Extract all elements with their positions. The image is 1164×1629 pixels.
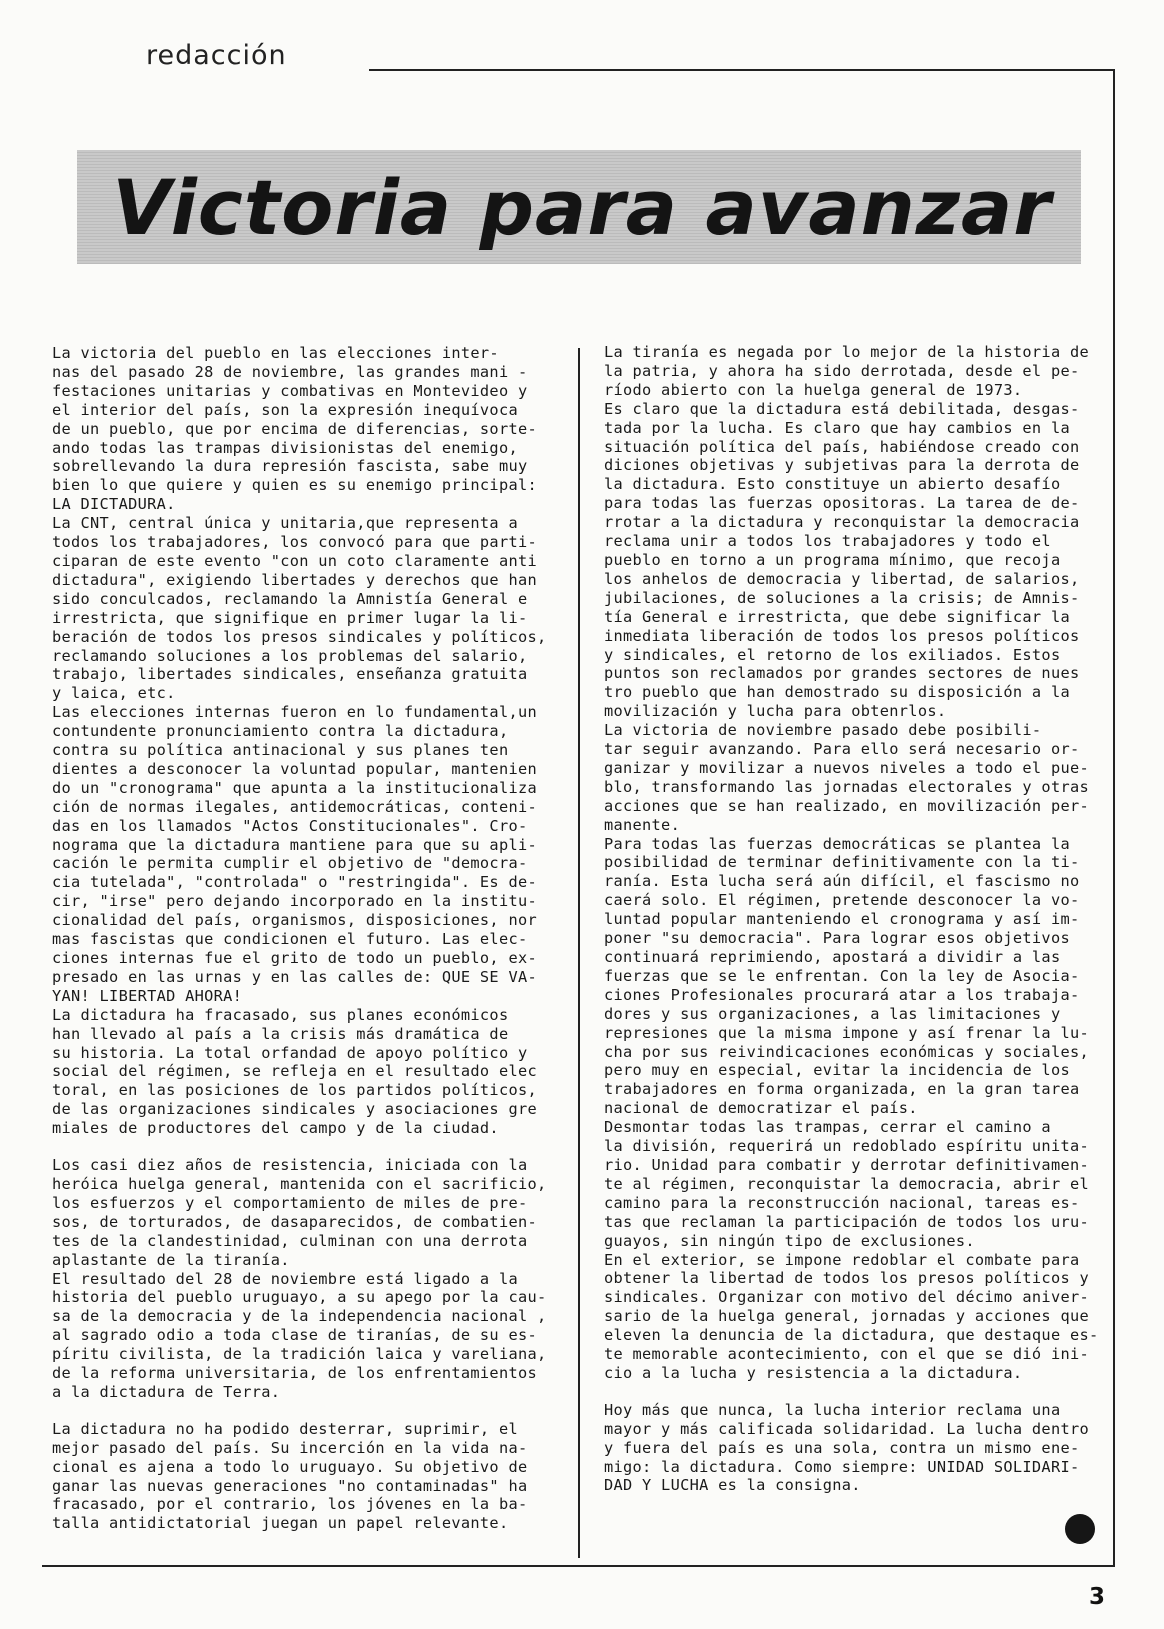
column-divider	[578, 348, 580, 1558]
paragraph: Las elecciones internas fueron en lo fundamental,un contundente pronunciamiento contra la dictadura, contra su política antinacional y sus planes ten dientes a desconocer la voluntad popular, mantenien do un "cronograma" que apunta a la institucionaliza ción de normas ilegales, antidemocráticas, conteni- das en los llamados "Actos Constitucionales". Cro- nograma que la dictadura mantiene para que su apli- cación le permita cumplir el objetivo de "democra- cia tutelada", "controlada" o "restringida". Es de- cir, "irse" pero dejando incorporado en la institu- cionalidad del país, organismos, disposiciones, nor mas fascistas que condicionen el futuro. Las elec- ciones internas fue el grito de todo un pueblo, ex- presado en las urnas y en las calles de: QUE SE VA- YAN! LIBERTAD AHORA!	[52, 703, 537, 1005]
page-number: 3	[1089, 1584, 1106, 1610]
bottom-rule	[42, 1565, 1115, 1567]
title-band	[77, 150, 1081, 264]
paragraph: En el exterior, se impone redoblar el combate para obtener la libertad de todos los presos políticos y sindicales. Organizar con motivo del décimo aniver- sario de la huelga general, jornadas y acciones que eleven la denuncia de la dictadura, que destaque es- te memorable acontecimiento, con el que se dió ini- cio a la lucha y resistencia a la dictadura.	[604, 1250, 1099, 1382]
paragraph: Hoy más que nunca, la lucha interior reclama una mayor y más calificada solidaridad. La lucha dentro y fuera del país es una sola, contra un mismo ene- migo: la dictadura. Como siempre: UNIDAD SOLIDARI- DAD Y LUCHA es la consigna.	[604, 1400, 1089, 1495]
section-label: redacción	[146, 40, 287, 71]
right-column	[604, 343, 1102, 1495]
paragraph: Los casi diez años de resistencia, iniciada con la heróica huelga general, mantenida con el sacrificio, los esfuerzos y el comportamiento de miles de pre- sos, de torturados, de dasaparecidos, de combatien- tes de la clandestinidad, culminan con una derrota aplastante de la tiranía.	[52, 1156, 547, 1269]
right-rule	[1113, 69, 1115, 1565]
paragraph: Para todas las fuerzas democráticas se plantea la posibilidad de terminar definitivamente con la ti- ranía. Esta lucha será aún difícil, el fascismo no caerá solo. El régimen, pretende desconocer la vo- luntad popular manteniendo el cronograma y así im- poner "su democracia". Para lograr esos objetivos continuará reprimiendo, apostará a dividir a las fuerzas que se le enfrentan. Con la ley de Asocia- ciones Profesionales procurará atar a los trabaja- dores y sus organizaciones, a las limitaciones y represiones que la misma impone y así frenar la lu- cha por sus reivindicaciones económicas y sociales, pero muy en especial, evitar la incidencia de los trabajadores en forma organizada, en la gran tarea nacional de democratizar el país.	[604, 834, 1089, 1118]
end-mark-dot	[1065, 1514, 1095, 1544]
paragraph: La victoria del pueblo en las elecciones inter- nas del pasado 28 de noviembre, las grandes mani - festaciones unitarias y combativas en Montevideo y el interior del país, son la expresión inequívoca de un pueblo, que por encima de diferencias, sorte- ando todas las trampas divisionistas del enemigo, sobrellevando la dura represión fascista, sabe muy bien lo que quiere y quien es su enemigo principal: LA DICTADURA.	[52, 344, 537, 514]
paragraph: La dictadura ha fracasado, sus planes económicos han llevado al país a la crisis más dramática de su historia. La total orfandad de apoyo político y social del régimen, se refleja en el resultado elec toral, en las posiciones de los partidos políticos, de las organizaciones sindicales y asociaciones gre miales de productores del campo y de la ciudad.	[52, 1005, 537, 1138]
paragraph: La CNT, central única y unitaria,que representa a todos los trabajadores, los convocó para que parti- ciparan de este evento "con un coto claramente anti dictadura", exigiendo libertades y derechos que han sido conculcados, reclamando la Amnistía General e irrestricta, que signifique en primer lugar la li- beración de todos los presos sindicales y políticos, reclamando soluciones a los problemas del salario, trabajo, libertades sindicales, enseñanza gratuita y laica, etc.	[52, 514, 547, 703]
article-title: Victoria para avanzar	[112, 162, 1052, 252]
paragraph: La tiranía es negada por lo mejor de la historia de la patria, y ahora ha sido derrotada, desde el pe- ríodo abierto con la huelga general de 1973.	[604, 343, 1089, 399]
paragraph: Desmontar todas las trampas, cerrar el camino a la división, requerirá un redoblado espíritu unita- rio. Unidad para combatir y derrotar definitivamen- te al régimen, reconquistar la democracia, abrir el camino para la reconstrucción nacional, tareas es- tas que reclaman la participación de todos los uru- guayos, sin ningún tipo de exclusiones.	[604, 1118, 1089, 1250]
top-rule	[369, 69, 1115, 71]
paragraph: Es claro que la dictadura está debilitada, desgas- tada por la lucha. Es claro que hay cambios en la situación política del país, habiéndose creado con diciones objetivas y subjetivas para la derrota de la dictadura. Esto constituye un abierto desafío para todas las fuerzas opositoras. La tarea de de- rrotar a la dictadura y reconquistar la democracia reclama unir a todos los trabajadores y todo el pueblo en torno a un programa mínimo, que recoja los anhelos de democracia y libertad, de salarios, jubilaciones, de soluciones a la crisis; de Amnis- tía General e irrestricta, que debe significar la inmediata liberación de todos los presos políticos y sindicales, el retorno de los exiliados. Estos puntos son reclamados por grandes sectores de nues tro pueblo que han demostrado su disposición a la movilización y lucha para obtenrlos.	[604, 399, 1080, 721]
paragraph: La victoria de noviembre pasado debe posibili- tar seguir avanzando. Para ello será necesario or- ganizar y movilizar a nuevos niveles a todo el pue- blo, transformando las jornadas electorales y otras acciones que se han realizado, en movilización per- manente.	[604, 721, 1089, 834]
paragraph: La dictadura no ha podido desterrar, suprimir, el mejor pasado del país. Su incerción en la vida na- cional es ajena a todo lo uruguayo. Su objetivo de ganar las nuevas generaciones "no contaminadas" ha fracasado, por el contrario, los jóvenes en la ba- talla antidictatorial juegan un papel relevante.	[52, 1419, 528, 1533]
paragraph: El resultado del 28 de noviembre está ligado a la historia del pueblo uruguayo, a su apego por la cau- sa de la democracia y de la independencia nacional , al sagrado odio a toda clase de tiranías, de su es- píritu civilista, de la tradición laica y vareliana, de la reforma universitaria, de los enfrentamientos a la dictadura de Terra.	[52, 1269, 547, 1401]
left-column	[52, 344, 552, 1533]
